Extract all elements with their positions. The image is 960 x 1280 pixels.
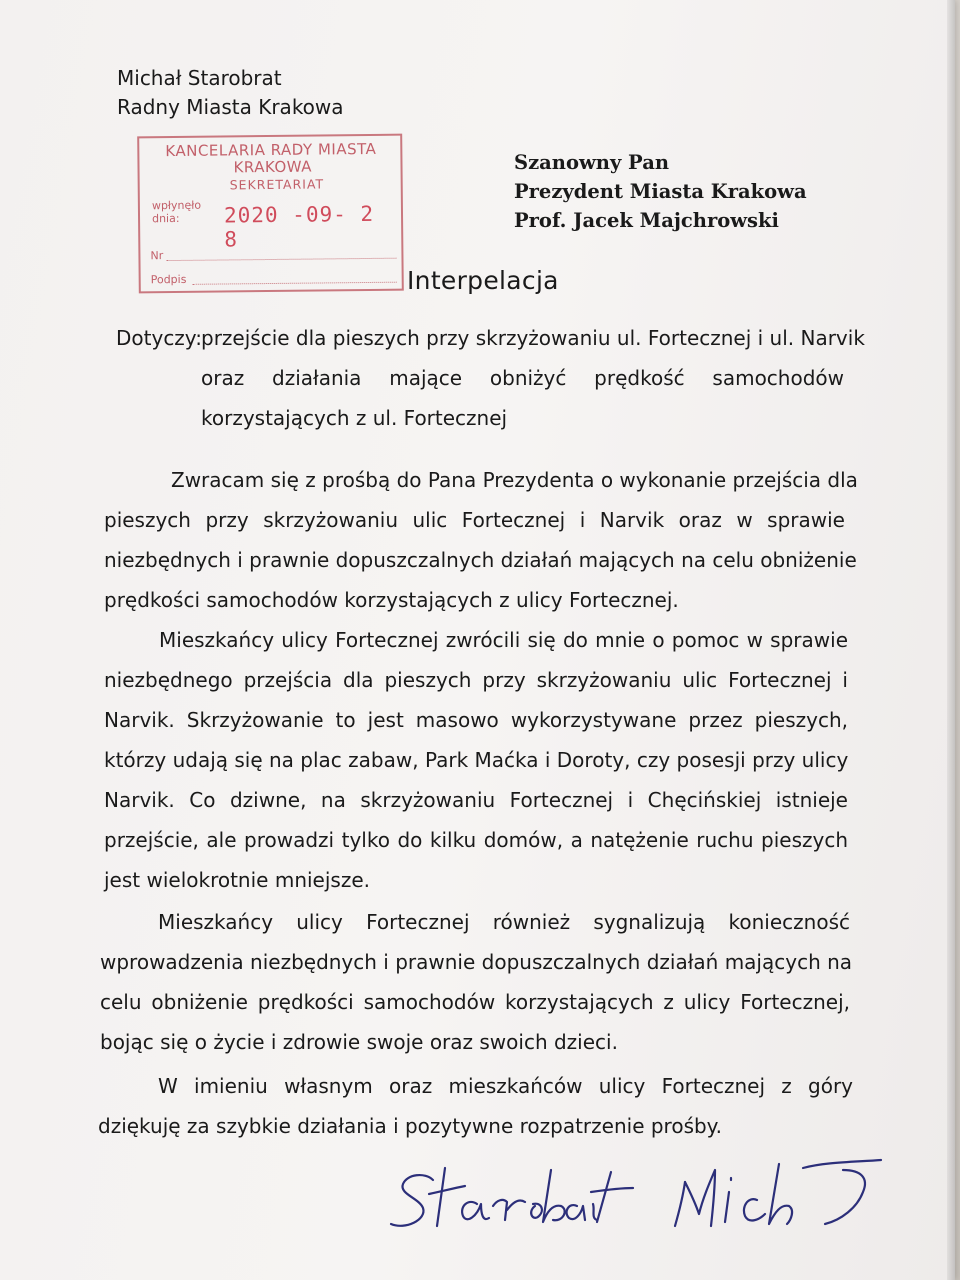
handwritten-signature: [385, 1148, 885, 1238]
stamp-line-3: SEKRETARIAT: [229, 176, 325, 193]
stamp-line-2: KRAKOWA: [233, 157, 313, 177]
recipient-block: [514, 148, 807, 235]
p1-line-1: Zwracam się z prośbą do Pana Prezydenta o wykonanie przejścia dla: [171, 468, 858, 492]
p2-line-6: przejście, ale prowadzi tylko do kilku domów, a natężenie ruchu pieszych: [104, 828, 848, 852]
sender-role: Radny Miasta Krakowa: [117, 95, 344, 119]
sender-name: Michał Starobrat: [117, 66, 282, 90]
subject-line-3: korzystających z ul. Fortecznej: [201, 406, 508, 430]
p1-line-3: niezbędnych i prawnie dopuszczalnych działań mających na celu obniżenie: [104, 548, 857, 572]
paper-edge-shadow: [947, 0, 955, 1280]
p3-line-1: Mieszkańcy ulicy Fortecznej również sygnalizują konieczność: [158, 910, 850, 934]
p2-line-3: Narvik. Skrzyżowanie to jest masowo wykorzystywane przez pieszych,: [104, 708, 848, 732]
document-title: Interpelacja: [407, 266, 559, 295]
subject-line-2: oraz działania mające obniżyć prędkość samochodów: [201, 366, 844, 390]
registry-stamp: [137, 134, 404, 294]
recipient-line-2: Prezydent Miasta Krakowa: [514, 180, 807, 203]
p3-line-4: bojąc się o życie i zdrowie swoje oraz swoich dzieci.: [100, 1030, 618, 1054]
p4-line-1: W imieniu własnym oraz mieszkańców ulicy Fortecznej z góry: [158, 1074, 853, 1098]
stamp-date: 2020 -09- 2 8: [223, 201, 375, 252]
p2-line-7: jest wielokrotnie mniejsze.: [104, 868, 370, 892]
stamp-received-label-1: wpłynęło: [151, 198, 202, 213]
stamp-signature-dotted-line: [193, 282, 397, 285]
p1-line-4: prędkości samochodów korzystających z ulicy Fortecznej.: [104, 588, 679, 612]
p4-line-2: dziękuję za szybkie działania i pozytywne rozpatrzenie prośby.: [98, 1114, 723, 1138]
p3-line-3: celu obniżenie prędkości samochodów korzystających z ulicy Fortecznej,: [100, 990, 850, 1014]
p2-line-4: którzy udają się na plac zabaw, Park Maćka i Doroty, czy posesji przy ulicy: [104, 748, 849, 772]
subject-label: Dotyczy:: [116, 326, 202, 350]
p2-line-2: niezbędnego przejścia dla pieszych przy skrzyżowaniu ulic Fortecznej i: [104, 668, 848, 692]
subject-line-1: przejście dla pieszych przy skrzyżowaniu ul. Fortecznej i ul. Narvik: [201, 326, 865, 350]
p2-line-5: Narvik. Co dziwne, na skrzyżowaniu Fortecznej i Chęcińskiej istnieje: [104, 788, 848, 812]
stamp-signature-label: Podpis: [150, 272, 187, 287]
stamp-received-label-2: dnia:: [151, 211, 180, 226]
recipient-line-1: Szanowny Pan: [514, 151, 670, 174]
p1-line-2: pieszych przy skrzyżowaniu ulic Fortecznej i Narvik oraz w sprawie: [104, 508, 845, 532]
p3-line-2: wprowadzenia niezbędnych i prawnie dopuszczalnych działań mających na: [100, 950, 853, 974]
recipient-line-3: Prof. Jacek Majchrowski: [514, 209, 779, 232]
p2-line-1: Mieszkańcy ulicy Fortecznej zwrócili się do mnie o pomoc w sprawie: [159, 628, 848, 652]
stamp-nr-dotted-line: [166, 258, 396, 261]
sender-block: [117, 64, 344, 122]
stamp-line-1: KANCELARIA RADY MIASTA: [165, 139, 377, 161]
stamp-nr-label: Nr: [150, 249, 164, 263]
stamp-received-label: [152, 199, 201, 226]
